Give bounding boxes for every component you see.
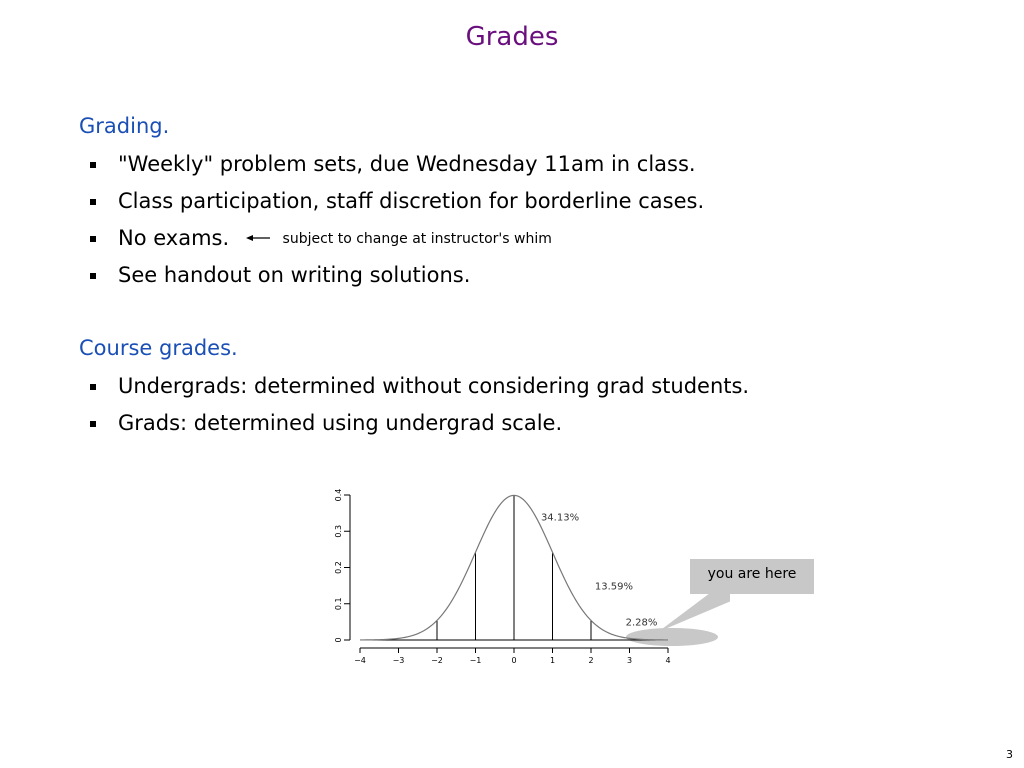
left-arrow-icon [246, 234, 270, 242]
grading-list [90, 146, 704, 294]
bullet-square-icon [90, 421, 96, 427]
y-tick-label: 0 [334, 637, 343, 643]
bullet-square-icon [90, 199, 96, 205]
slide-title: Grades [465, 22, 559, 52]
tail-highlight-ellipse [626, 628, 718, 646]
y-tick-label: 0.2 [334, 561, 343, 574]
x-tick-label: 2 [588, 656, 594, 665]
bullet-square-icon [90, 162, 96, 168]
list-item-text: Class participation, staff discretion for borderline cases. [118, 189, 705, 213]
page-number: 3 [1006, 748, 1013, 761]
list-item-text: Grads: determined using undergrad scale. [118, 411, 563, 435]
callout-pointer [658, 593, 730, 632]
region-percent-label: 13.59% [594, 581, 633, 593]
list-item-text: "Weekly" problem sets, due Wednesday 11am in class. [118, 152, 696, 176]
course-grades-list [90, 368, 749, 442]
x-tick-label: 3 [626, 656, 633, 665]
normal-distribution-chart [300, 478, 730, 678]
list-item [90, 183, 704, 220]
y-tick-label: 0.3 [334, 524, 343, 538]
x-tick-label: −2 [431, 656, 443, 665]
you-are-here-callout: you are here [690, 559, 814, 594]
list-item-text: Undergrads: determined without considering grad students. [118, 374, 750, 398]
y-tick-label: 0.1 [334, 597, 343, 611]
list-item-text: See handout on writing solutions. [118, 263, 471, 287]
list-item-text: No exams. [118, 226, 230, 250]
x-tick-label: −4 [354, 656, 366, 665]
bullet-square-icon [90, 236, 96, 242]
x-tick-label: −1 [469, 656, 482, 665]
bullet-square-icon [90, 384, 96, 390]
x-tick-label: 4 [665, 656, 671, 665]
list-item [90, 368, 749, 405]
course-grades-heading: Course grades. [79, 336, 238, 360]
list-item [90, 405, 749, 442]
list-item [90, 257, 704, 294]
region-percent-label: 34.13% [540, 512, 580, 524]
exam-annotation: subject to change at instructor's whim [282, 231, 552, 247]
list-item [90, 146, 704, 183]
x-tick-label: 1 [549, 656, 556, 665]
x-tick-label: 0 [511, 656, 517, 665]
bullet-square-icon [90, 273, 96, 279]
list-item [90, 220, 704, 257]
x-tick-label: −3 [392, 656, 405, 665]
region-percent-label: 2.28% [625, 617, 658, 629]
y-tick-label: 0.4 [334, 488, 343, 502]
grading-heading: Grading. [79, 114, 170, 138]
